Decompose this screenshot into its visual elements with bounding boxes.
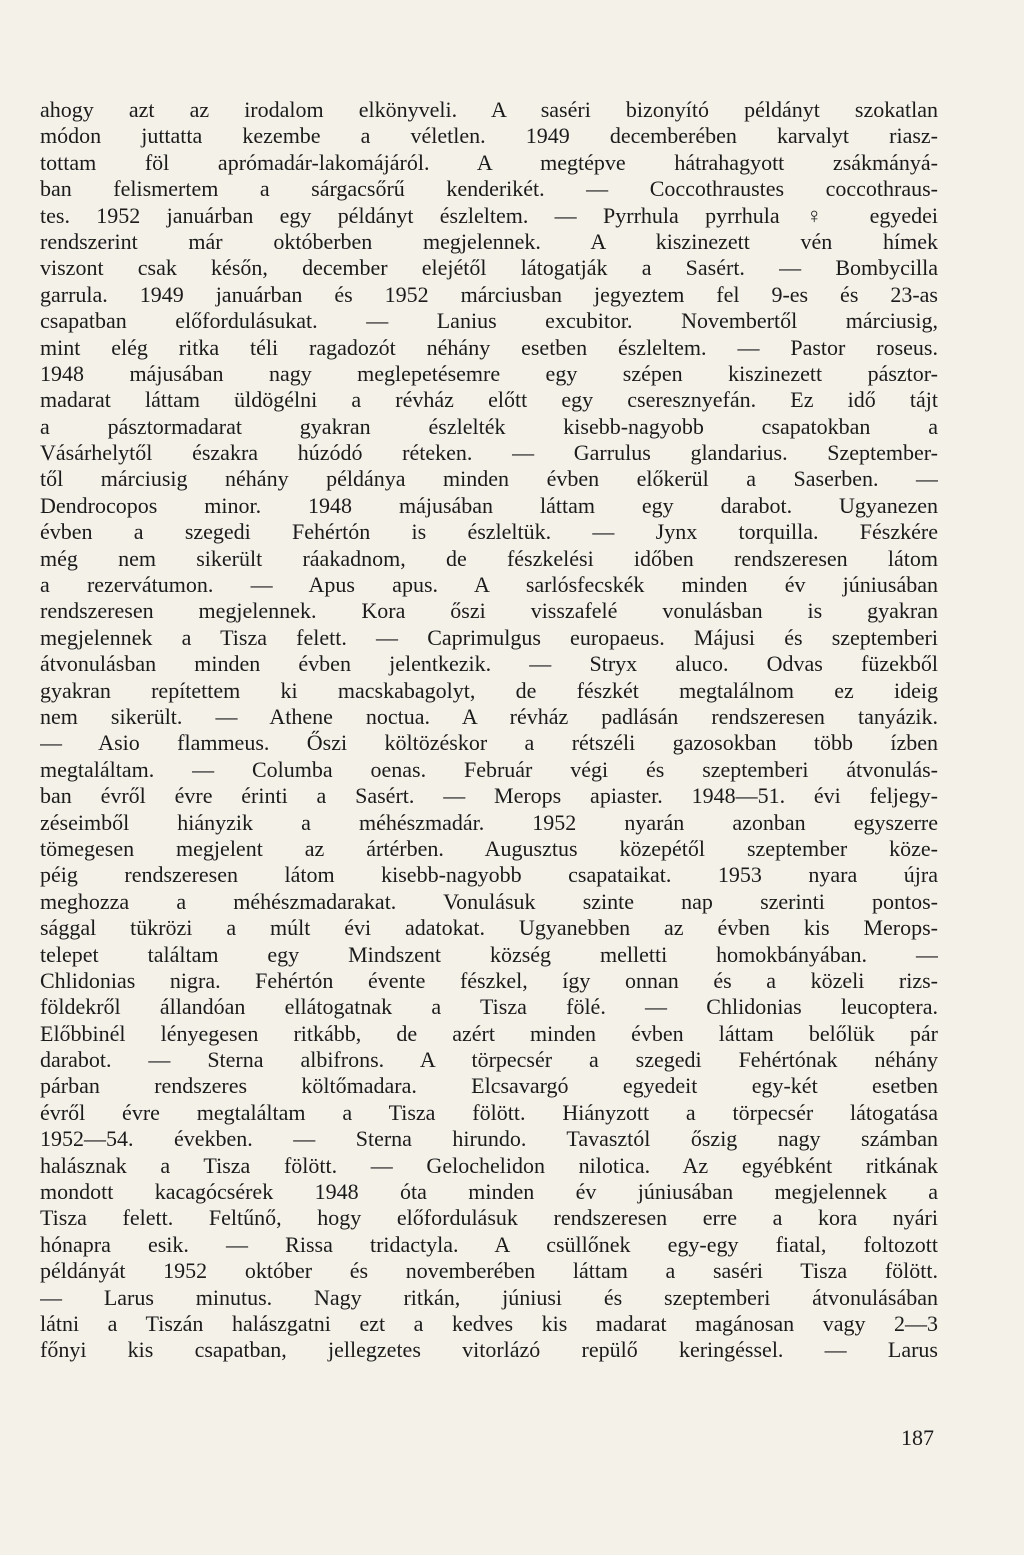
text-line: 1948 májusában nagy meglepetésemre egy szépen kiszinezett pásztor-	[40, 360, 938, 386]
text-line: darabot. — Sterna albifrons. A törpecsér a szegedi Fehértónak néhány	[40, 1047, 938, 1073]
text-line: gyakran repítettem ki macskabagolyt, de fészkét megtalálnom ez ideig	[40, 677, 938, 703]
text-line: — Larus minutus. Nagy ritkán, júniusi és szeptemberi átvonulásában	[40, 1284, 938, 1310]
page-number: 187	[901, 1425, 934, 1450]
text-line: Dendrocopos minor. 1948 májusában láttam egy darabot. Ugyanezen	[40, 492, 938, 518]
text-line: évről évre megtaláltam a Tisza fölött. Hiányzott a törpecsér látogatása	[40, 1099, 938, 1125]
text-line: tömegesen megjelent az ártérben. Augusztus közepétől szeptember köze-	[40, 835, 938, 861]
text-line: Vásárhelytől északra húzódó réteken. — Garrulus glandarius. Szeptember-	[40, 440, 938, 466]
text-line: módon juttatta kezembe a véletlen. 1949 decemberében karvalyt riasz-	[40, 123, 938, 149]
text-line: ban felismertem a sárgacsőrű kenderikét. — Coccothraustes coccothraus-	[40, 176, 938, 202]
text-line: Chlidonias nigra. Fehértón évente fészkel, így onnan és a közeli rizs-	[40, 967, 938, 993]
text-line: csapatban előfordulásukat. — Lanius excubitor. Novembertől márciusig,	[40, 308, 938, 334]
text-line: ahogy azt az irodalom elkönyveli. A saséri bizonyító példányt szokatlan	[40, 97, 938, 122]
text-line: Előbbinél lényegesen ritkább, de azért minden évben láttam belőlük pár	[40, 1020, 938, 1046]
text-line: Tisza felett. Feltűnő, hogy előfordulásuk rendszeresen erre a kora nyári	[40, 1205, 938, 1231]
text-line: párban rendszeres költőmadara. Elcsavargó egyedeit egy-két esetben	[40, 1073, 938, 1099]
text-line: példányát 1952 október és novemberében láttam a saséri Tisza fölött.	[40, 1258, 938, 1284]
text-line: madarat láttam üldögélni a révház előtt egy cseresznyefán. Ez idő tájt	[40, 387, 938, 413]
text-line: mondott kacagócsérek 1948 óta minden év júniusában megjelennek a	[40, 1179, 938, 1205]
text-line: rendszeresen megjelennek. Kora őszi visszafelé vonulásban is gyakran	[40, 598, 938, 624]
text-line: zéseimből hiányzik a méhészmadár. 1952 nyarán azonban egyszerre	[40, 809, 938, 835]
text-line: tottam föl aprómadár-lakomájáról. A megtépve hátrahagyott zsákmányá-	[40, 149, 938, 175]
text-line: halásznak a Tisza fölött. — Gelochelidon nilotica. Az egyébként ritkának	[40, 1152, 938, 1178]
text-line: péig rendszeresen látom kisebb-nagyobb csapataikat. 1953 nyara újra	[40, 862, 938, 888]
text-line: látni a Tiszán halászgatni ezt a kedves kis madarat magánosan vagy 2—3	[40, 1310, 938, 1336]
text-line: évben a szegedi Fehértón is észleltük. — Jynx torquilla. Fészkére	[40, 519, 938, 545]
text-line: telepet találtam egy Mindszent község melletti homokbányában. —	[40, 941, 938, 967]
text-line: mint elég ritka téli ragadozót néhány esetben észleltem. — Pastor roseus.	[40, 334, 938, 360]
text-line: főnyi kis csapatban, jellegzetes vitorlázó repülő keringéssel. — Larus	[40, 1337, 938, 1363]
text-line: 1952—54. években. — Sterna hirundo. Tavasztól őszig nagy számban	[40, 1126, 938, 1152]
text-line: — Asio flammeus. Őszi költözéskor a rétszéli gazosokban több ízben	[40, 730, 938, 756]
text-line: garrula. 1949 januárban és 1952 márciusban jegyeztem fel 9-es és 23-as	[40, 281, 938, 307]
text-line: megjelennek a Tisza felett. — Caprimulgus europaeus. Májusi és szeptemberi	[40, 624, 938, 650]
text-line: megtaláltam. — Columba oenas. Február végi és szeptemberi átvonulás-	[40, 756, 938, 782]
text-line: a rezervátumon. — Apus apus. A sarlósfecskék minden év júniusában	[40, 572, 938, 598]
text-line: nem sikerült. — Athene noctua. A révház padlásán rendszeresen tanyázik.	[40, 703, 938, 729]
text-line: a pásztormadarat gyakran észlelték kisebb-nagyobb csapatokban a	[40, 413, 938, 439]
text-line: még nem sikerült ráakadnom, de fészkelési időben rendszeresen látom	[40, 545, 938, 571]
text-line: átvonulásban minden évben jelentkezik. — Stryx aluco. Odvas füzekből	[40, 651, 938, 677]
text-line: rendszerint már októberben megjelennek. A kiszinezett vén hímek	[40, 228, 938, 254]
text-line: földekről állandóan ellátogatnak a Tisza fölé. — Chlidonias leucoptera.	[40, 994, 938, 1020]
text-line: meghozza a méhészmadarakat. Vonulásuk szinte nap szerinti pontos-	[40, 888, 938, 914]
text-line: ban évről évre érinti a Sasért. — Merops apiaster. 1948—51. évi feljegy-	[40, 783, 938, 809]
text-line: viszont csak későn, december elejétől látogatják a Sasért. — Bombycilla	[40, 255, 938, 281]
text-line: től márciusig néhány példánya minden évben előkerül a Saserben. —	[40, 466, 938, 492]
text-line: tes. 1952 januárban egy példányt észleltem. — Pyrrhula pyrrhula ♀ egyedei	[40, 202, 938, 228]
body-text	[40, 97, 938, 1364]
text-line: hónapra esik. — Rissa tridactyla. A csüllőnek egy-egy fiatal, foltozott	[40, 1231, 938, 1257]
text-line: sággal tükrözi a múlt évi adatokat. Ugyanebben az évben kis Merops-	[40, 915, 938, 941]
